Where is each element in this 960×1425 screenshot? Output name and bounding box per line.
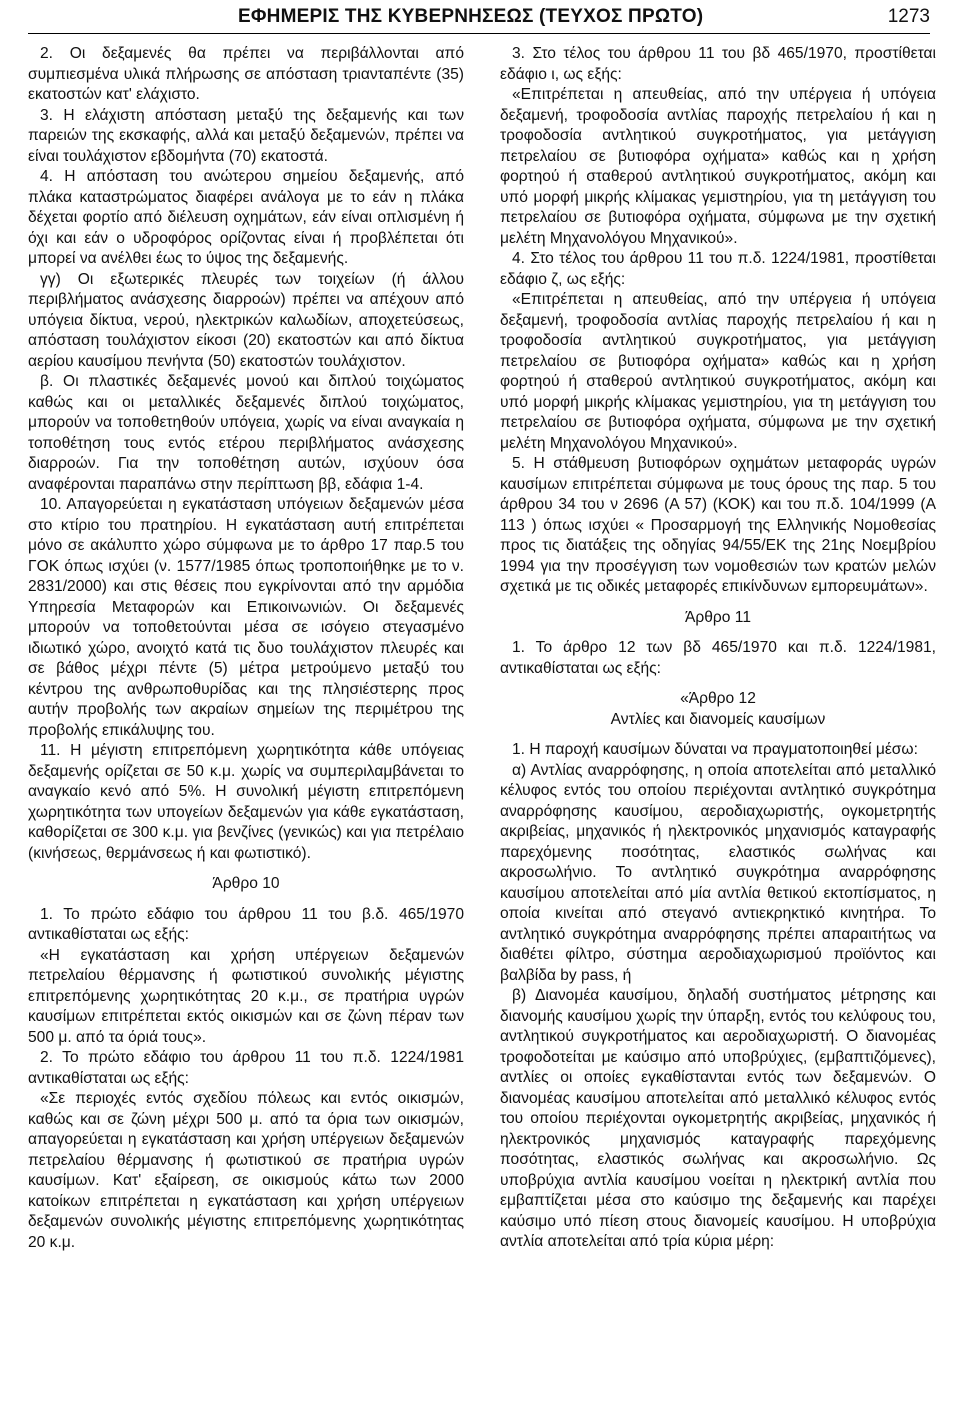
paragraph: γγ) Οι εξωτερικές πλευρές των τοιχείων (ή άλλου περιβλήματος ανάσχεσης διαρροών) πρέπει να απέχουν από υπόγεια δίκτυα, νερού, ηλεκτρικών καλωδίων, αποχετεύσεως, απόσταση τουλάχιστον είκοσι (20) εκατοστών και από δίκτυα αερίου καυσίμου πενήντα (50) εκατοστών τουλάχιστον. [28, 270, 464, 370]
right-column [500, 44, 936, 1253]
paragraph: 4. Η απόσταση του ανώτερου σημείου δεξαμενής, από πλάκα καταστρώματος διαφέρει ανάλογα με το εάν η πλάκα δέχεται φορτίο από διέλευση οχημάτων, εάν είναι οπλισμένη ή όχι και εάν ο υδροφόρος ορίζοντας είναι ή προβλέπεται ότι μπορεί να ανέλθει έως το ύψος της δεξαμενής. [28, 168, 464, 267]
quoted-article-heading: «Άρθρο 12 [680, 690, 756, 707]
paragraph: 1. Η παροχή καυσίμων δύναται να πραγματοποιηθεί μέσω: [512, 741, 918, 758]
paragraph: 5. Η στάθμευση βυτιοφόρων οχημάτων μεταφοράς υγρών καυσίμων επιτρέπεται σύμφωνα με τους όρους της παρ. 5 του άρθρου 34 του ν 2696 (Α 57) (ΚΟΚ) και του π.δ. 104/1999 (Α 113 ) όπως ισχύει « Προσαρμογή της Ελληνικής Νομοθεσίας προς τις διατάξεις της οδηγίας 94/55/ΕΚ της 21ης Νοεμβρίου 1994 για την προσέγγιση των νομοθεσιών των κρατών μελών σχετικά με τις οδικές μεταφορές επικίνδυνων εμπορευμάτων». [500, 455, 936, 595]
paragraph: 2. Το πρώτο εδάφιο του άρθρου 11 του π.δ. 1224/1981 αντικαθίσταται ως εξής: [28, 1049, 464, 1087]
page-header [28, 4, 930, 34]
paragraph: «Σε περιοχές εντός σχεδίου πόλεως και εντός οικισμών, καθώς και σε ζώνη μέχρι 500 μ. από τα όρια των οικισμών, απαγορεύεται η εγκατάσταση και χρήση υπέργειων δεξαμενών πετρελαίου θέρμανσης ή φωτιστικού σε πρατήρια υγρών καυσίμων. Κατ' εξαίρεση, σε οικισμούς κάτω των 2000 κατοίκων επιτρέπεται η εγκατάσταση και χρήση υπέργειων δεξαμενών συνολικής μέγιστης επιτρεπόμενης χωρητικότητας 20 κ.μ. [28, 1090, 464, 1251]
paragraph: β. Οι πλαστικές δεξαμενές μονού και διπλού τοιχώματος καθώς και οι μεταλλικές δεξαμενές διπλού τοιχώματος, μπορούν να τοποθετηθούν υπόγεια, χωρίς να είναι αναγκαία η τοποθέτηση τους εντός ετέρου περιβλήματος ανάσχεσης διαρροών. Για την τοποθέτηση αυτών, ισχύουν όσα αναφέρονται παραπάνω στην περίπτωση ββ, εδάφια 1-4. [28, 373, 464, 493]
article-heading: Άρθρο 10 [212, 875, 280, 892]
article-heading: Άρθρο 11 [684, 608, 751, 626]
paragraph: 3. Η ελάχιστη απόσταση μεταξύ της δεξαμενής και των παρειών της εκσκαφής, αλλά και μεταξύ δεξαμενών, πρέπει να είναι τουλάχιστον εβδομήντα (70) εκατοστά. [28, 106, 464, 165]
gazette-title: ΕΦΗΜΕΡΙΣ ΤΗΣ ΚΥΒΕΡΝΗΣΕΩΣ (ΤΕΥΧΟΣ ΠΡΩΤΟ) [238, 6, 704, 27]
paragraph: «Επιτρέπεται η απευθείας, από την υπέργεια ή υπόγεια δεξαμενή, τροφοδοσία αντλίας παροχής πετρελαίου ή και η τροφοδοσία αντλητικού συγκροτήματος, για μετάγγιση πετρελαίου σε βυτιοφόρα οχήματα» καθώς και η χρήση φορτηού ή σταθερού αντλητικού συγκροτήματος, ακόμη και υπό μορφή μικρής κλίμακας γεμιστηρίου, για τη μετάγγιση του πετρελαίου σε βυτιοφόρα οχήματα, σύμφωνα με την σχετική μελέτη Μηχανολόγου Μηχανικού». [500, 86, 936, 247]
paragraph: 2. Οι δεξαμενές θα πρέπει να περιβάλλονται από συμπιεσμένα υλικά πλήρωσης σε απόσταση τριανταπέντε (35) εκατοστών κατ' ελάχιστο. [28, 45, 464, 103]
quoted-article-subtitle: Αντλίες και διανομείς καυσίμων [610, 710, 826, 728]
paragraph: 3. Στο τέλος του άρθρου 11 του βδ 465/1970, προστίθεται εδάφιο ι, ως εξής: [500, 45, 936, 83]
paragraph: 11. Η μέγιστη επιτρεπόμενη χωρητικότητα κάθε υπόγειας δεξαμενής ορίζεται σε 50 κ.μ. χωρίς να συμπεριλαμβάνεται το αναγκαίο κενό από 5%. Η συνολική μέγιστη επιτρεπόμενη χωρητικότητα των υπογείων δεξαμενών για κάθε εγκατάσταση, καθορίζεται σε 300 κ.μ. για βενζίνες (γενικώς) και για πετρέλαιο (κινήσεως, θερμάνσεως ή και φωτιστικό). [28, 742, 464, 862]
left-column [28, 44, 464, 1253]
paragraph: 1. Το άρθρο 12 των βδ 465/1970 και π.δ. 1224/1981, αντικαθίσταται ως εξής: [500, 639, 936, 677]
paragraph: β) Διανομέα καυσίμου, δηλαδή συστήματος μέτρησης και διανομής καυσίμου χωρίς την ύπαρξη, εντός του κελύφους του, αντλητικού συγκροτήματος και αεροδιαχωριστή. Ο διανομέας τροφοδοτείται με καύσιμο από υποβρύχιες, (εμβαπτιζόμενες), αντλίες οι οποίες εγκαθίστανται εντός των δεξαμενών. Ο διανομέας καυσίμου αποτελείται από μεταλλικό κέλυφος εντός του οποίου περιέχονται ογκομετρητής ακριβείας, μηχανικός ή ηλεκτρονικός μηχανισμός καταγραφής παρεχόμενης ποσότητας, ελαστικός σωλήνας και ακροσωλήνιο. Ως υποβρύχια αντλία καυσίμου νοείται η ηλεκτρική αντλία που εμβαπτίζεται μέσα στο καύσιμο της δεξαμενής και παρέχει καύσιμο υπό πίεση στους διανομείς καυσίμου. Η υποβρύχια αντλία αποτελείται από τρία κύρια μέρη: [500, 987, 936, 1250]
paragraph: 4. Στο τέλος του άρθρου 11 του π.δ. 1224/1981, προστίθεται εδάφιο ζ, ως εξής: [500, 250, 936, 288]
paragraph: α) Αντλίας αναρρόφησης, η οποία αποτελείται από μεταλλικό κέλυφος εντός του οποίου περιέχονται αντλητικό συγκρότημα αναρρόφησης καυσίμου, αεροδιαχωριστής, ογκομετρητής ακριβείας, μηχανικός ή ηλεκτρονικός μηχανισμός καταγραφής παρεχόμενης ποσότητας, ελαστικός σωλήνας και ακροσωλήνιο. Το αντλητικό συγκρότημα αναρρόφησης καυσίμου αποτελείται από μία αντλία θετικού εκτοπίσματος, η οποία κινείται από στεγανό αντιεκρηκτικό κινητήρα. Το αντλητικό συγκρότημα αναρρόφησης πρέπει απαραιτήτως να διαθέτει φίλτρο, σύστημα αεροδιαχωρισμού προϊόντος και βαλβίδα by pass, ή [500, 761, 936, 984]
page-number: 1273 [887, 6, 930, 27]
paragraph: «Η εγκατάσταση και χρήση υπέργειων δεξαμενών πετρελαίου θέρμανσης ή φωτιστικού συνολικής μέγιστης επιτρεπόμενης χωρητικότητας 20 κ.μ., σε πρατήρια υγρών καυσίμων επιτρέπεται εκτός οικισμών και σε ζώνη πέραν των 500 μ. από τα όριά τους». [28, 946, 464, 1046]
paragraph: «Επιτρέπεται η απευθείας, από την υπέργεια ή υπόγεια δεξαμενή, τροφοδοσία αντλίας παροχής πετρελαίου ή και η τροφοδοσία αντλητικού συγκροτήματος, για μετάγγιση πετρελαίου σε βυτιοφόρα οχήματα» καθώς και η χρήση φορτηού ή σταθερού αντλητικού συγκροτήματος, ακόμη και υπό μορφή μικρής κλίμακας γεμιστηρίου, για τη μετάγγιση του πετρελαίου σε βυτιοφόρα οχήματα, σύμφωνα με την σχετική μελέτη Μηχανολόγου Μηχανικού». [500, 291, 936, 452]
paragraph: 10. Απαγορεύεται η εγκατάσταση υπόγειων δεξαμενών μέσα στο κτίριο του πρατηρίου. Η εγκατάσταση αυτή επιτρέπεται μόνο σε ακάλυπτο χώρο σύμφωνα με το άρθρο 17 παρ.5 του ΓΟΚ όπως ισχύει (ν. 1577/1985 όπως τροποποιήθηκε με το ν. 2831/2000) και στις θέσεις που εγκρίνονται από την αρμόδια Υπηρεσία Μεταφορών και Επικοινωνιών. Οι δεξαμενές μπορούν να τοποθετούνται μέσα σε ισόγειο στεγασμένο ιδιωτικό χώρο, ανοιχτό κατά τις δυο τουλάχιστον πλευρές και σε βάθος μέχρι πέντε (5) μέτρα μετρούμενο μεταξύ του κέντρου της ανθρωποθυρίδας και της πλησιέστερης προς αυτήν προβολής των ακραίων σημείων της περιμέτρου της προβολής επικάλυψης του. [28, 496, 464, 739]
paragraph: 1. Το πρώτο εδάφιο του άρθρου 11 του β.δ. 465/1970 αντικαθίσταται ως εξής: [28, 905, 464, 943]
header-rule [28, 33, 930, 34]
